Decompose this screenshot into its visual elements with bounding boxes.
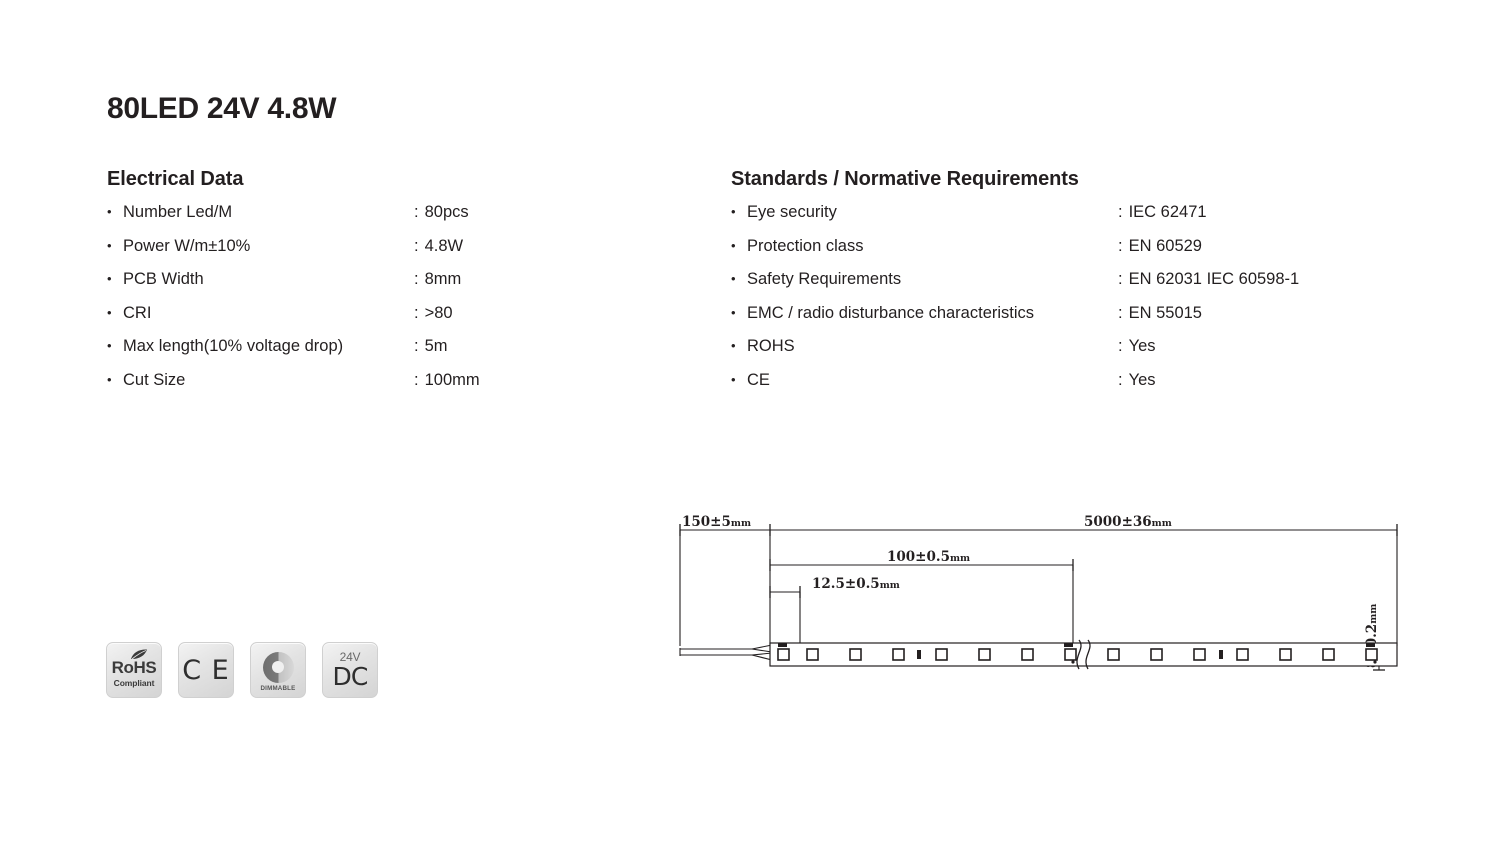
spec-row [731,203,1299,237]
ce-label: C E [182,654,230,686]
spec-row [731,270,1299,304]
spec-label: PCB Width [123,270,204,288]
spec-label: Protection class [747,236,864,255]
spec-label: EMC / radio disturbance characteristics [747,303,1035,322]
spec-label: Eye security [747,203,837,221]
spec-label: Max length(10% voltage drop) [123,337,344,355]
spec-row [107,371,480,405]
bullet-icon: • [731,338,736,353]
spec-separator: : [1118,370,1123,389]
spec-value: >80 [424,303,453,322]
spec-value: 100mm [424,370,480,389]
dimension-label-cut-size: 100±0.5mm [887,549,971,565]
bullet-icon: • [107,338,112,353]
rohs-label: RoHS [111,657,157,677]
dimension-label-width: mm [1368,603,1379,624]
spec-value: EN 55015 [1128,303,1202,322]
electrical-data-section [107,168,480,404]
bullet-icon: • [731,204,736,219]
certification-badges [106,642,378,698]
spec-separator: : [1118,203,1123,221]
spec-value: 80pcs [424,203,469,221]
spec-value: EN 62031 IEC 60598-1 [1128,270,1300,288]
dc-voltage-badge-icon [322,642,378,698]
dimmer-knob-icon [263,652,294,683]
spec-label: Power W/m±10% [123,236,251,255]
spec-separator: : [1118,236,1123,255]
dc-voltage-label: 24V [339,650,361,664]
dimension-label-total-length: 5000±36mm [1084,514,1172,530]
lead-wires [680,645,772,660]
spec-value: 8mm [424,270,462,288]
bullet-icon: • [731,304,736,320]
dimension-ticks [680,524,1397,598]
spec-label: CRI [123,303,152,322]
bullet-icon: • [731,371,736,387]
bullet-icon: • [731,237,736,253]
spec-separator: : [1118,270,1123,288]
spec-label: Number Led/M [123,203,233,221]
electrical-data-heading: Electrical Data [107,168,244,190]
led-strip-technical-drawing [660,500,1420,690]
spec-value: 4.8W [424,236,464,255]
rohs-badge-icon [106,642,162,698]
spec-row [107,337,480,371]
spec-value: Yes [1128,370,1156,389]
ce-badge-icon [178,642,234,698]
bullet-icon: • [107,237,112,253]
leaf-icon [130,649,148,660]
bullet-icon: • [731,271,736,286]
standards-heading: Standards / Normative Requirements [731,168,1079,190]
spec-row [731,237,1299,271]
rohs-compliant-label: Compliant [113,677,155,688]
spec-value: Yes [1128,337,1156,355]
spec-row [107,237,480,271]
spec-row [731,337,1299,371]
spec-value: EN 60529 [1128,236,1202,255]
dimmable-badge-icon [250,642,306,698]
spec-label: ROHS [747,337,795,355]
spec-separator: : [1118,303,1123,322]
dc-label: DC [332,662,368,691]
spec-separator: : [414,236,419,255]
spec-row [107,270,480,304]
spec-label: CE [747,370,770,389]
spec-separator: : [414,303,419,322]
dimmable-label: DIMMABLE [260,685,296,692]
bullet-icon: • [107,204,112,219]
spec-row [731,304,1299,338]
led-strip-body [770,643,1397,666]
spec-row [731,371,1299,405]
spec-row [107,304,480,338]
spec-label: Safety Requirements [747,270,902,288]
dimension-label-lead-length: 150±5mm [682,514,751,530]
page-title: 80LED 24V 4.8W [107,92,337,125]
drawing-svg [660,500,1420,690]
spec-separator: : [414,203,419,221]
spec-separator: : [414,337,419,355]
spec-separator: : [1118,337,1123,355]
electrical-data-list [107,203,480,404]
standards-list [731,203,1299,404]
spec-separator: : [414,370,419,389]
bullet-icon: • [107,304,112,320]
standards-section [731,168,1299,404]
spec-value: IEC 62471 [1128,203,1207,221]
dimension-label-led-pitch: 12.5±0.5mm [812,576,900,592]
spec-label: Cut Size [123,370,186,389]
spec-value: 5m [424,337,448,355]
spec-separator: : [414,270,419,288]
bullet-icon: • [107,271,112,286]
spec-row [107,203,480,237]
bullet-icon: • [107,371,112,387]
